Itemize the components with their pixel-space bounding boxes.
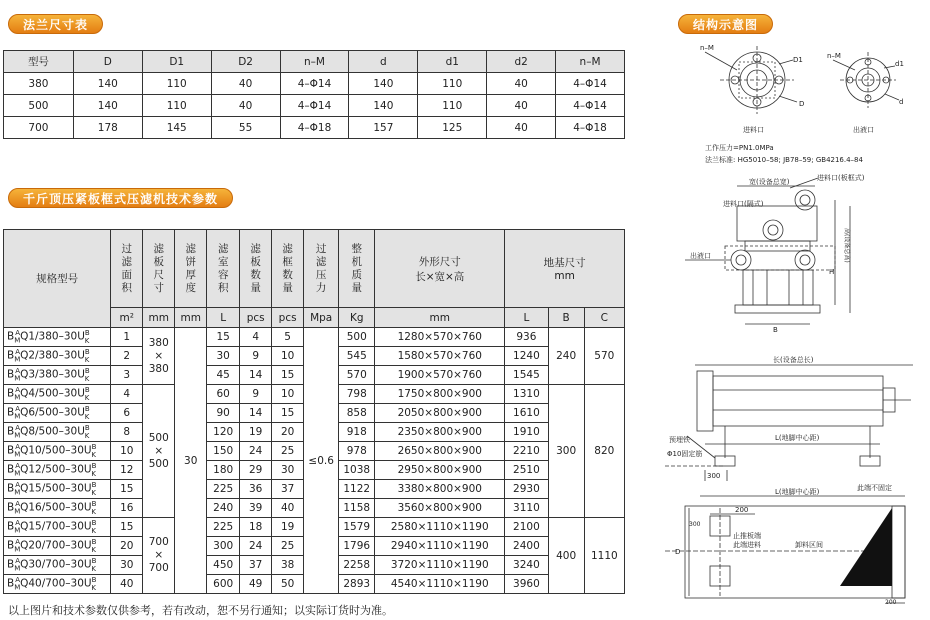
mass-cell: 1579 [339, 518, 375, 537]
label-discharge: 卸料区间 [795, 541, 823, 549]
model-cell: $B_M^AQ16/500-30U^B_K$ [4, 499, 111, 518]
foundation-L-cell: 2210 [505, 442, 548, 461]
dims-cell: 1580×570×760 [375, 347, 505, 366]
label-height: 高(设备总高) [843, 228, 850, 263]
mass-cell: 545 [339, 347, 375, 366]
flange-cell: 40 [211, 73, 280, 95]
flange-cell: 4–Φ14 [556, 95, 625, 117]
frames-cell: 37 [272, 480, 304, 499]
mass-cell: 2258 [339, 556, 375, 575]
frames-cell: 38 [272, 556, 304, 575]
flange-header: n–M [556, 51, 625, 73]
flange-header-row [4, 51, 625, 73]
volume-cell: 240 [207, 499, 240, 518]
unit-area: m² [111, 308, 143, 328]
unit-mass: Kg [339, 308, 375, 328]
model-cell: $B_M^AQ6/500-30U^B_K$ [4, 404, 111, 423]
dims-cell: 2950×800×900 [375, 461, 505, 480]
label-200-b: 200 [885, 599, 897, 606]
plates-cell: 36 [240, 480, 272, 499]
label-B: B [773, 326, 778, 334]
volume-cell: 180 [207, 461, 240, 480]
unit-B: B [548, 308, 584, 328]
foundation-B-cell: 400 [548, 518, 584, 594]
flange-header: D2 [211, 51, 280, 73]
volume-cell: 45 [207, 366, 240, 385]
area-cell: 4 [111, 385, 143, 404]
flange-cell: 700 [4, 117, 74, 139]
label-fixed-end: 此端不固定 [857, 484, 892, 492]
flange-cell: 40 [487, 117, 556, 139]
header-model: 规格型号 [4, 230, 111, 328]
foundation-C-cell: 820 [584, 385, 624, 518]
dims-cell: 4540×1110×1190 [375, 575, 505, 594]
specs-header-row [4, 230, 625, 308]
label-stop-plate: 止推板端 [733, 532, 761, 540]
flange-cell: 40 [487, 95, 556, 117]
frames-cell: 20 [272, 423, 304, 442]
frames-cell: 50 [272, 575, 304, 594]
flange-cell: 110 [418, 95, 487, 117]
unit-plate: mm [143, 308, 175, 328]
plates-cell: 4 [240, 328, 272, 347]
area-cell: 8 [111, 423, 143, 442]
foundation-L-cell: 2930 [505, 480, 548, 499]
unit-dims: mm [375, 308, 505, 328]
label-dim-D: D [675, 548, 681, 556]
label-300-v: 300 [689, 521, 701, 528]
flange-row [4, 95, 625, 117]
label-H: H [829, 268, 835, 276]
model-cell: $B_M^AQ10/500-30U^B_K$ [4, 442, 111, 461]
volume-cell: 15 [207, 328, 240, 347]
label-outlet-2: 出液口 [690, 252, 711, 260]
structure-diagram [665, 38, 925, 608]
flange-cell: 140 [73, 95, 142, 117]
outlet-flange [833, 52, 899, 108]
mass-cell: 570 [339, 366, 375, 385]
foundation-L-cell: 3960 [505, 575, 548, 594]
area-cell: 16 [111, 499, 143, 518]
unit-cake: mm [175, 308, 207, 328]
mass-cell: 858 [339, 404, 375, 423]
header-plate-size: 滤 板 尺 寸 [143, 230, 175, 308]
frames-cell: 15 [272, 404, 304, 423]
model-cell: $B_M^AQ30/700-30U^B_K$ [4, 556, 111, 575]
area-cell: 15 [111, 480, 143, 499]
area-cell: 3 [111, 366, 143, 385]
mass-cell: 1038 [339, 461, 375, 480]
mass-cell: 1158 [339, 499, 375, 518]
dims-cell: 1280×570×760 [375, 328, 505, 347]
plates-cell: 49 [240, 575, 272, 594]
volume-cell: 60 [207, 385, 240, 404]
flange-header: d1 [418, 51, 487, 73]
flange-cell: 110 [142, 73, 211, 95]
dims-cell: 3720×1110×1190 [375, 556, 505, 575]
volume-cell: 120 [207, 423, 240, 442]
volume-cell: 90 [207, 404, 240, 423]
label-pressure: 工作压力=PN1.0MPa [705, 144, 774, 152]
pressure-cell: ≤0.6 [304, 328, 339, 594]
foundation-L-cell: 3240 [505, 556, 548, 575]
plates-cell: 18 [240, 518, 272, 537]
foundation-L-cell: 1310 [505, 385, 548, 404]
label-anchor: Φ10固定筋 [667, 450, 703, 458]
unit-C: C [584, 308, 624, 328]
label-outlet: 出液口 [853, 126, 874, 134]
area-cell: 12 [111, 461, 143, 480]
unit-pressure: Mpa [304, 308, 339, 328]
flange-cell: 178 [73, 117, 142, 139]
flange-cell: 4–Φ14 [280, 73, 349, 95]
model-cell: $B_M^AQ2/380-30U^B_K$ [4, 347, 111, 366]
area-cell: 1 [111, 328, 143, 347]
volume-cell: 225 [207, 480, 240, 499]
label-embed: 预埋铁 [669, 436, 690, 444]
area-cell: 6 [111, 404, 143, 423]
foundation-L-cell: 1910 [505, 423, 548, 442]
dims-cell: 2350×800×900 [375, 423, 505, 442]
footer-note: 以上图片和技术参数仅供参考，若有改动，恕不另行通知；以实际订货时为准。 [8, 604, 393, 617]
label-L-center: L(地脚中心距) [775, 434, 820, 442]
label-standard: 法兰标准: HG5010–58; JB78–59; GB4216.4–84 [705, 156, 863, 164]
model-cell: $B_M^AQ20/700-30U^B_K$ [4, 537, 111, 556]
flange-header: d [349, 51, 418, 73]
foundation-B-cell: 300 [548, 385, 584, 518]
model-cell: $B_M^AQ8/500-30U^B_K$ [4, 423, 111, 442]
plates-cell: 14 [240, 404, 272, 423]
volume-cell: 150 [207, 442, 240, 461]
model-cell: $B_M^AQ15/500-30U^B_K$ [4, 480, 111, 499]
foundation-L-cell: 2100 [505, 518, 548, 537]
dims-cell: 3380×800×900 [375, 480, 505, 499]
plates-cell: 24 [240, 442, 272, 461]
header-mass: 整 机 质 量 [339, 230, 375, 308]
foundation-L-cell: 1545 [505, 366, 548, 385]
flange-cell: 140 [349, 95, 418, 117]
unit-volume: L [207, 308, 240, 328]
flange-cell: 40 [487, 73, 556, 95]
label-nM-2: n–M [827, 52, 841, 60]
foundation-C-cell: 1110 [584, 518, 624, 594]
front-view [665, 365, 913, 481]
frames-cell: 5 [272, 328, 304, 347]
volume-cell: 225 [207, 518, 240, 537]
flange-cell: 110 [142, 95, 211, 117]
flange-cell: 40 [211, 95, 280, 117]
frames-cell: 10 [272, 347, 304, 366]
model-cell: $B_M^AQ15/700-30U^B_K$ [4, 518, 111, 537]
frames-cell: 40 [272, 499, 304, 518]
volume-cell: 450 [207, 556, 240, 575]
plates-cell: 9 [240, 385, 272, 404]
area-cell: 10 [111, 442, 143, 461]
plates-cell: 19 [240, 423, 272, 442]
flange-row [4, 73, 625, 95]
dims-cell: 1750×800×900 [375, 385, 505, 404]
flange-header: D [73, 51, 142, 73]
frames-cell: 15 [272, 366, 304, 385]
header-frames: 滤 框 数 量 [272, 230, 304, 308]
foundation-C-cell: 570 [584, 328, 624, 385]
flange-cell: 110 [418, 73, 487, 95]
plates-cell: 24 [240, 537, 272, 556]
dims-cell: 2050×800×900 [375, 404, 505, 423]
dims-cell: 1900×570×760 [375, 366, 505, 385]
model-cell: $B_M^AQ40/700-30U^B_K$ [4, 575, 111, 594]
area-cell: 20 [111, 537, 143, 556]
dims-cell: 2940×1110×1190 [375, 537, 505, 556]
flange-header: D1 [142, 51, 211, 73]
unit-frames: pcs [272, 308, 304, 328]
foundation-L-cell: 2510 [505, 461, 548, 480]
plate-size-cell: 380 × 380 [143, 328, 175, 385]
label-feed-in: 此端进料 [733, 541, 761, 549]
flange-cell: 55 [211, 117, 280, 139]
header-volume: 滤 室 容 积 [207, 230, 240, 308]
dims-cell: 3560×800×900 [375, 499, 505, 518]
frames-cell: 10 [272, 385, 304, 404]
frames-cell: 19 [272, 518, 304, 537]
header-foundation: 地基尺寸 mm [505, 230, 625, 308]
foundation-L-cell: 1240 [505, 347, 548, 366]
plate-size-cell: 700 × 700 [143, 518, 175, 594]
plate-size-cell: 500 × 500 [143, 385, 175, 518]
mass-cell: 2893 [339, 575, 375, 594]
label-D1: D1 [793, 56, 803, 64]
label-d: d [899, 98, 904, 106]
discharge-wedge-shape [840, 508, 892, 586]
foundation-L-cell: 936 [505, 328, 548, 347]
mass-cell: 798 [339, 385, 375, 404]
flange-cell: 140 [73, 73, 142, 95]
plates-cell: 39 [240, 499, 272, 518]
flange-header: d2 [487, 51, 556, 73]
model-cell: $B_M^AQ4/500-30U^B_K$ [4, 385, 111, 404]
side-view [685, 178, 850, 324]
foundation-B-cell: 240 [548, 328, 584, 385]
label-nM-1: n–M [700, 44, 714, 52]
label-length: 长(设备总长) [773, 356, 814, 364]
header-cake: 滤 饼 厚 度 [175, 230, 207, 308]
area-cell: 30 [111, 556, 143, 575]
header-dims: 外形尺寸 长×宽×高 [375, 230, 505, 308]
mass-cell: 918 [339, 423, 375, 442]
label-inlet-grid: 进料口(隔式) [723, 200, 764, 208]
label-L-center-2: L(地脚中心距) [775, 488, 820, 496]
flange-cell: 4–Φ14 [280, 95, 349, 117]
flange-header: 型号 [4, 51, 74, 73]
flange-table [3, 50, 625, 139]
label-D: D [799, 100, 805, 108]
flange-cell: 500 [4, 95, 74, 117]
frames-cell: 30 [272, 461, 304, 480]
diagram-title: 结构示意图 [678, 14, 773, 34]
model-cell: $B_M^AQ12/500-30U^B_K$ [4, 461, 111, 480]
frames-cell: 25 [272, 442, 304, 461]
flange-cell: 380 [4, 73, 74, 95]
header-plates: 滤 板 数 量 [240, 230, 272, 308]
area-cell: 2 [111, 347, 143, 366]
cake-cell: 30 [175, 328, 207, 594]
area-cell: 40 [111, 575, 143, 594]
plates-cell: 37 [240, 556, 272, 575]
mass-cell: 1122 [339, 480, 375, 499]
foundation-L-cell: 2400 [505, 537, 548, 556]
mass-cell: 1796 [339, 537, 375, 556]
flange-row [4, 117, 625, 139]
specs-table-title: 千斤顶压紧板框式压滤机技术参数 [8, 188, 233, 208]
plates-cell: 29 [240, 461, 272, 480]
dims-cell: 2650×800×900 [375, 442, 505, 461]
mass-cell: 978 [339, 442, 375, 461]
flange-cell: 4–Φ18 [556, 117, 625, 139]
area-cell: 15 [111, 518, 143, 537]
flange-cell: 4–Φ14 [556, 73, 625, 95]
flange-cell: 157 [349, 117, 418, 139]
unit-L: L [505, 308, 548, 328]
flange-table-title: 法兰尺寸表 [8, 14, 103, 34]
plates-cell: 9 [240, 347, 272, 366]
label-inlet: 进料口 [743, 126, 764, 134]
header-area: 过 滤 面 积 [111, 230, 143, 308]
mass-cell: 500 [339, 328, 375, 347]
frames-cell: 25 [272, 537, 304, 556]
unit-plates: pcs [240, 308, 272, 328]
label-d1: d1 [895, 60, 904, 68]
flange-header: n–M [280, 51, 349, 73]
plates-cell: 14 [240, 366, 272, 385]
model-cell: $B_M^AQ3/380-30U^B_K$ [4, 366, 111, 385]
model-cell: $B_M^AQ1/380-30U^B_K$ [4, 328, 111, 347]
inlet-flange [705, 46, 797, 114]
foundation-L-cell: 1610 [505, 404, 548, 423]
volume-cell: 600 [207, 575, 240, 594]
label-inlet-plate: 进料口(板框式) [817, 174, 865, 182]
flange-cell: 4–Φ18 [280, 117, 349, 139]
header-pressure: 过 滤 压 力 [304, 230, 339, 308]
table-row [4, 328, 625, 347]
flange-cell: 125 [418, 117, 487, 139]
label-200: 200 [735, 506, 749, 514]
dims-cell: 2580×1110×1190 [375, 518, 505, 537]
foundation-L-cell: 3110 [505, 499, 548, 518]
flange-cell: 145 [142, 117, 211, 139]
label-300: 300 [707, 472, 721, 480]
volume-cell: 300 [207, 537, 240, 556]
label-width: 宽(设备总宽) [749, 178, 790, 186]
flange-cell: 140 [349, 73, 418, 95]
specs-table [3, 229, 625, 594]
volume-cell: 30 [207, 347, 240, 366]
